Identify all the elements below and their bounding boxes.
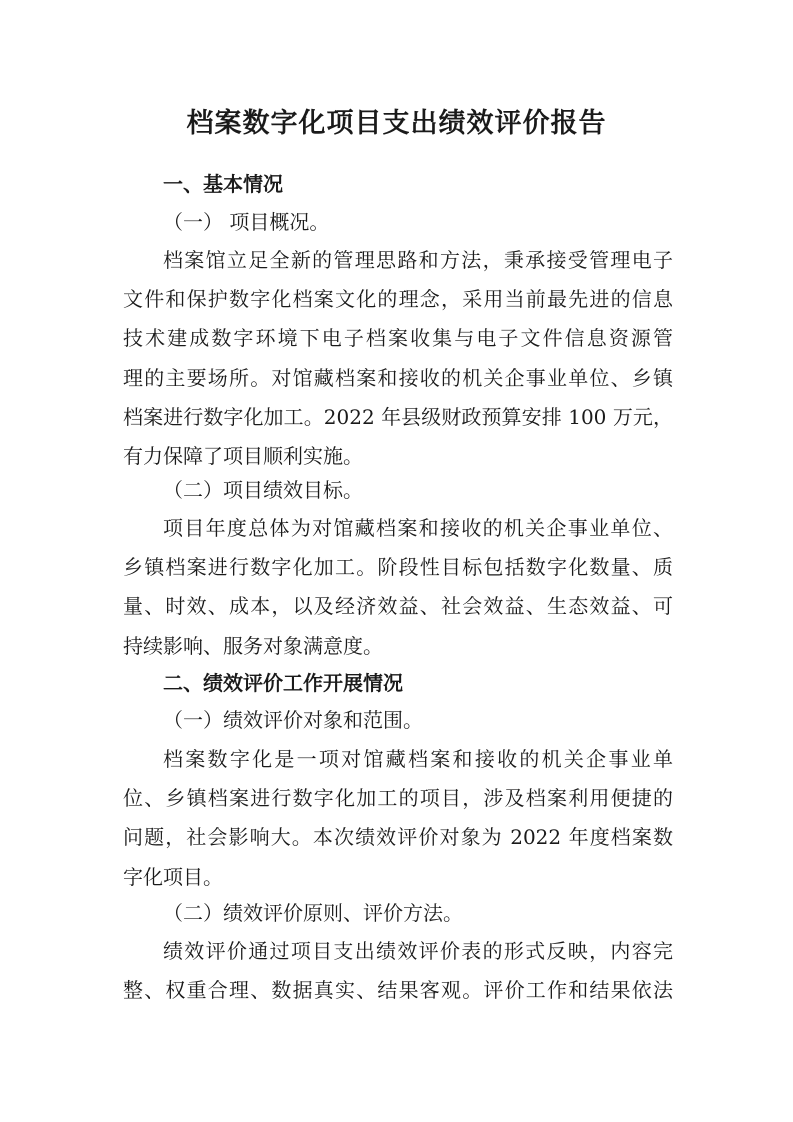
subsection-heading-performance-goals: （二）项目绩效目标。 bbox=[163, 478, 363, 502]
subsection-heading-evaluation-scope: （一）绩效评价对象和范围。 bbox=[163, 708, 423, 732]
paragraph-project-overview bbox=[123, 241, 673, 476]
paragraph-line: 有力保障了项目顺利实施。 bbox=[123, 444, 363, 469]
section-heading-evaluation-work: 二、绩效评价工作开展情况 bbox=[163, 671, 403, 695]
paragraph-line: 整、权重合理、数据真实、结果客观。评价工作和结果依法 bbox=[123, 978, 673, 1003]
paragraph-line: 绩效评价通过项目支出绩效评价表的形式反映，内容完 bbox=[163, 939, 673, 963]
paragraph-evaluation-scope bbox=[123, 740, 673, 897]
paragraph-line: 理的主要场所。对馆藏档案和接收的机关企事业单位、乡镇 bbox=[123, 365, 673, 390]
paragraph-line: 档案数字化是一项对馆藏档案和接收的机关企事业单 bbox=[163, 747, 673, 771]
paragraph-line: 问题，社会影响大。本次绩效评价对象为 2022 年度档案数 bbox=[123, 825, 673, 850]
paragraph-line: 乡镇档案进行数字化加工。阶段性目标包括数字化数量、质 bbox=[123, 555, 673, 580]
document-title: 档案数字化项目支出绩效评价报告 bbox=[186, 108, 607, 139]
section-heading-basic-info: 一、基本情况 bbox=[163, 172, 283, 196]
paragraph-line: 档案馆立足全新的管理思路和方法，秉承接受管理电子 bbox=[163, 248, 673, 272]
paragraph-line: 位、乡镇档案进行数字化加工的项目，涉及档案利用便捷的 bbox=[123, 786, 673, 811]
paragraph-line: 量、时效、成本，以及经济效益、社会效益、生态效益、可 bbox=[123, 594, 673, 619]
paragraph-line: 项目年度总体为对馆藏档案和接收的机关企事业单位、 bbox=[163, 516, 673, 540]
subsection-heading-evaluation-principles: （二）绩效评价原则、评价方法。 bbox=[163, 901, 463, 925]
paragraph-evaluation-principles bbox=[123, 932, 673, 1010]
paragraph-line: 技术建成数字环境下电子档案收集与电子文件信息资源管 bbox=[123, 326, 673, 351]
paragraph-line: 文件和保护数字化档案文化的理念，采用当前最先进的信息 bbox=[123, 287, 673, 312]
paragraph-line: 字化项目。 bbox=[123, 864, 223, 889]
paragraph-line: 持续影响、服务对象满意度。 bbox=[123, 633, 383, 658]
paragraph-performance-goals bbox=[123, 509, 673, 666]
subsection-heading-project-overview: （一） 项目概况。 bbox=[163, 210, 330, 234]
paragraph-line: 档案进行数字化加工。2022 年县级财政预算安排 100 万元， bbox=[123, 404, 673, 429]
